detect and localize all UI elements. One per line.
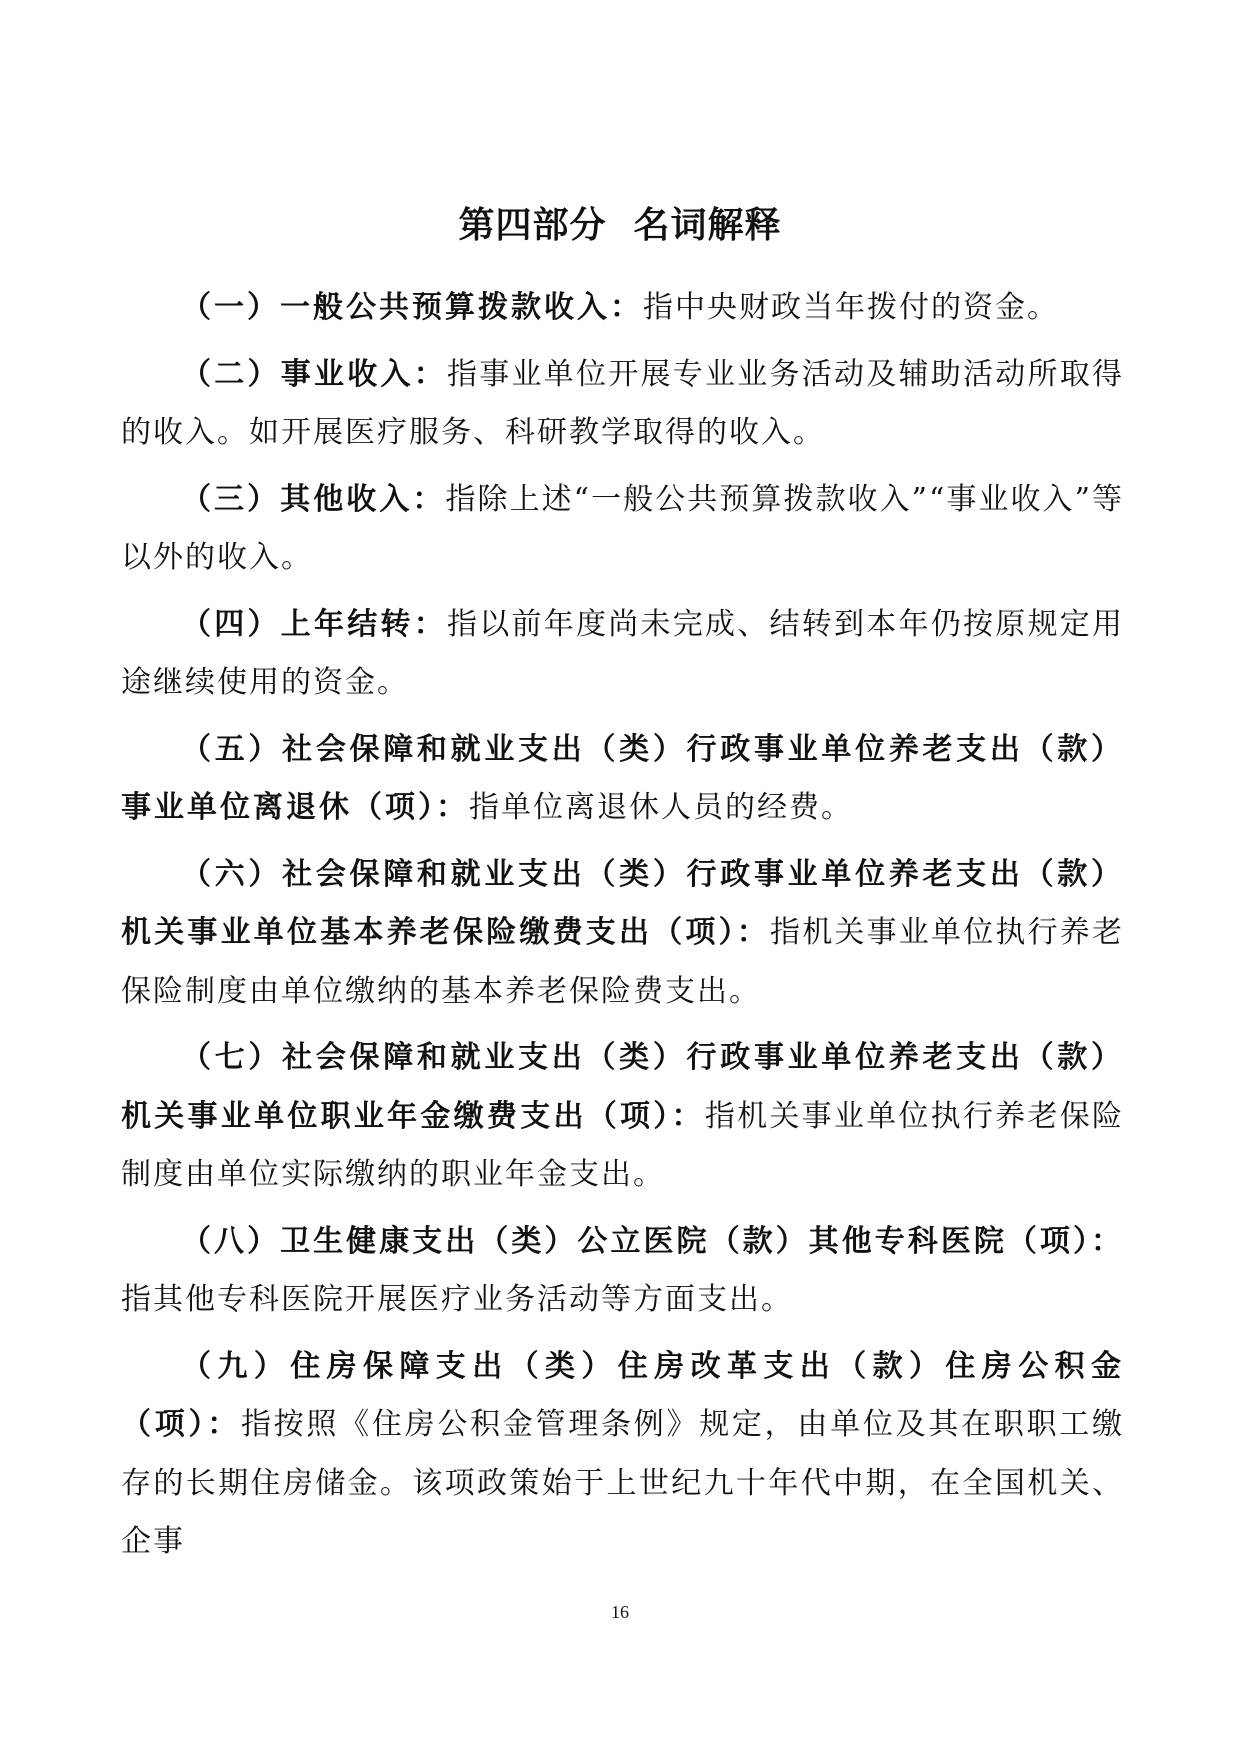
definition-item-1 <box>121 279 1124 338</box>
definition-term: （四）上年结转： <box>181 606 447 642</box>
definition-term: （八）卫生健康支出（类）公立医院（款）其他专科医院（项）： <box>181 1223 1124 1259</box>
definition-item-6 <box>121 846 1124 1022</box>
definition-text: 指机关事业单位执行养老保险制度由单位实际缴纳的职业年金支出。 <box>121 1098 1125 1192</box>
definition-term: （五）社会保障和就业支出（类）行政事业单位养老支出（款）事业单位离退休（项）： <box>121 731 1124 825</box>
definition-term: （一）一般公共预算拨款收入： <box>181 290 643 325</box>
definition-text: 指中央财政当年拨付的资金。 <box>643 290 1059 325</box>
definition-item-9 <box>121 1338 1124 1572</box>
definition-item-8 <box>121 1213 1124 1330</box>
definition-item-3 <box>121 471 1124 588</box>
definition-term: （九）住房保障支出（类）住房改革支出（款）住房公积金（项）： <box>121 1348 1124 1442</box>
definition-text: 指按照《住房公积金管理条例》规定，由单位及其在职职工缴存的长期住房储金。该项政策始于上世纪九十年代中期，在全国机关、企事 <box>121 1407 1125 1559</box>
definition-term: （三）其他收入： <box>181 481 446 517</box>
definition-item-2 <box>121 346 1124 463</box>
definitions-list <box>121 279 1124 1580</box>
page-title: 第四部分 名词解释 <box>458 205 782 246</box>
definition-term: （六）社会保障和就业支出（类）行政事业单位养老支出（款）机关事业单位基本养老保险缴费支出（项）： <box>121 856 1124 950</box>
definition-item-7 <box>121 1029 1124 1205</box>
definition-text: 指单位离退休人员的经费。 <box>469 790 853 825</box>
definition-text: 指机关事业单位执行养老保险制度由单位缴纳的基本养老保险费支出。 <box>121 915 1124 1009</box>
definition-item-5 <box>121 721 1124 838</box>
definition-term: （七）社会保障和就业支出（类）行政事业单位养老支出（款）机关事业单位职业年金缴费支出（项）： <box>121 1040 1124 1134</box>
definition-term: （二）事业收入： <box>181 356 447 392</box>
definition-text: 指除上述“一般公共预算拨款收入”“事业收入”等以外的收入。 <box>121 481 1124 575</box>
definition-text: 指其他专科医院开展医疗业务活动等方面支出。 <box>121 1282 793 1317</box>
definition-item-4 <box>121 596 1124 713</box>
definition-text: 指以前年度尚未完成、结转到本年仍按原规定用途继续使用的资金。 <box>121 606 1124 700</box>
page-number: 16 <box>611 1602 629 1622</box>
definition-text: 指事业单位开展专业业务活动及辅助活动所取得的收入。如开展医疗服务、科研教学取得的收入。 <box>121 356 1124 450</box>
